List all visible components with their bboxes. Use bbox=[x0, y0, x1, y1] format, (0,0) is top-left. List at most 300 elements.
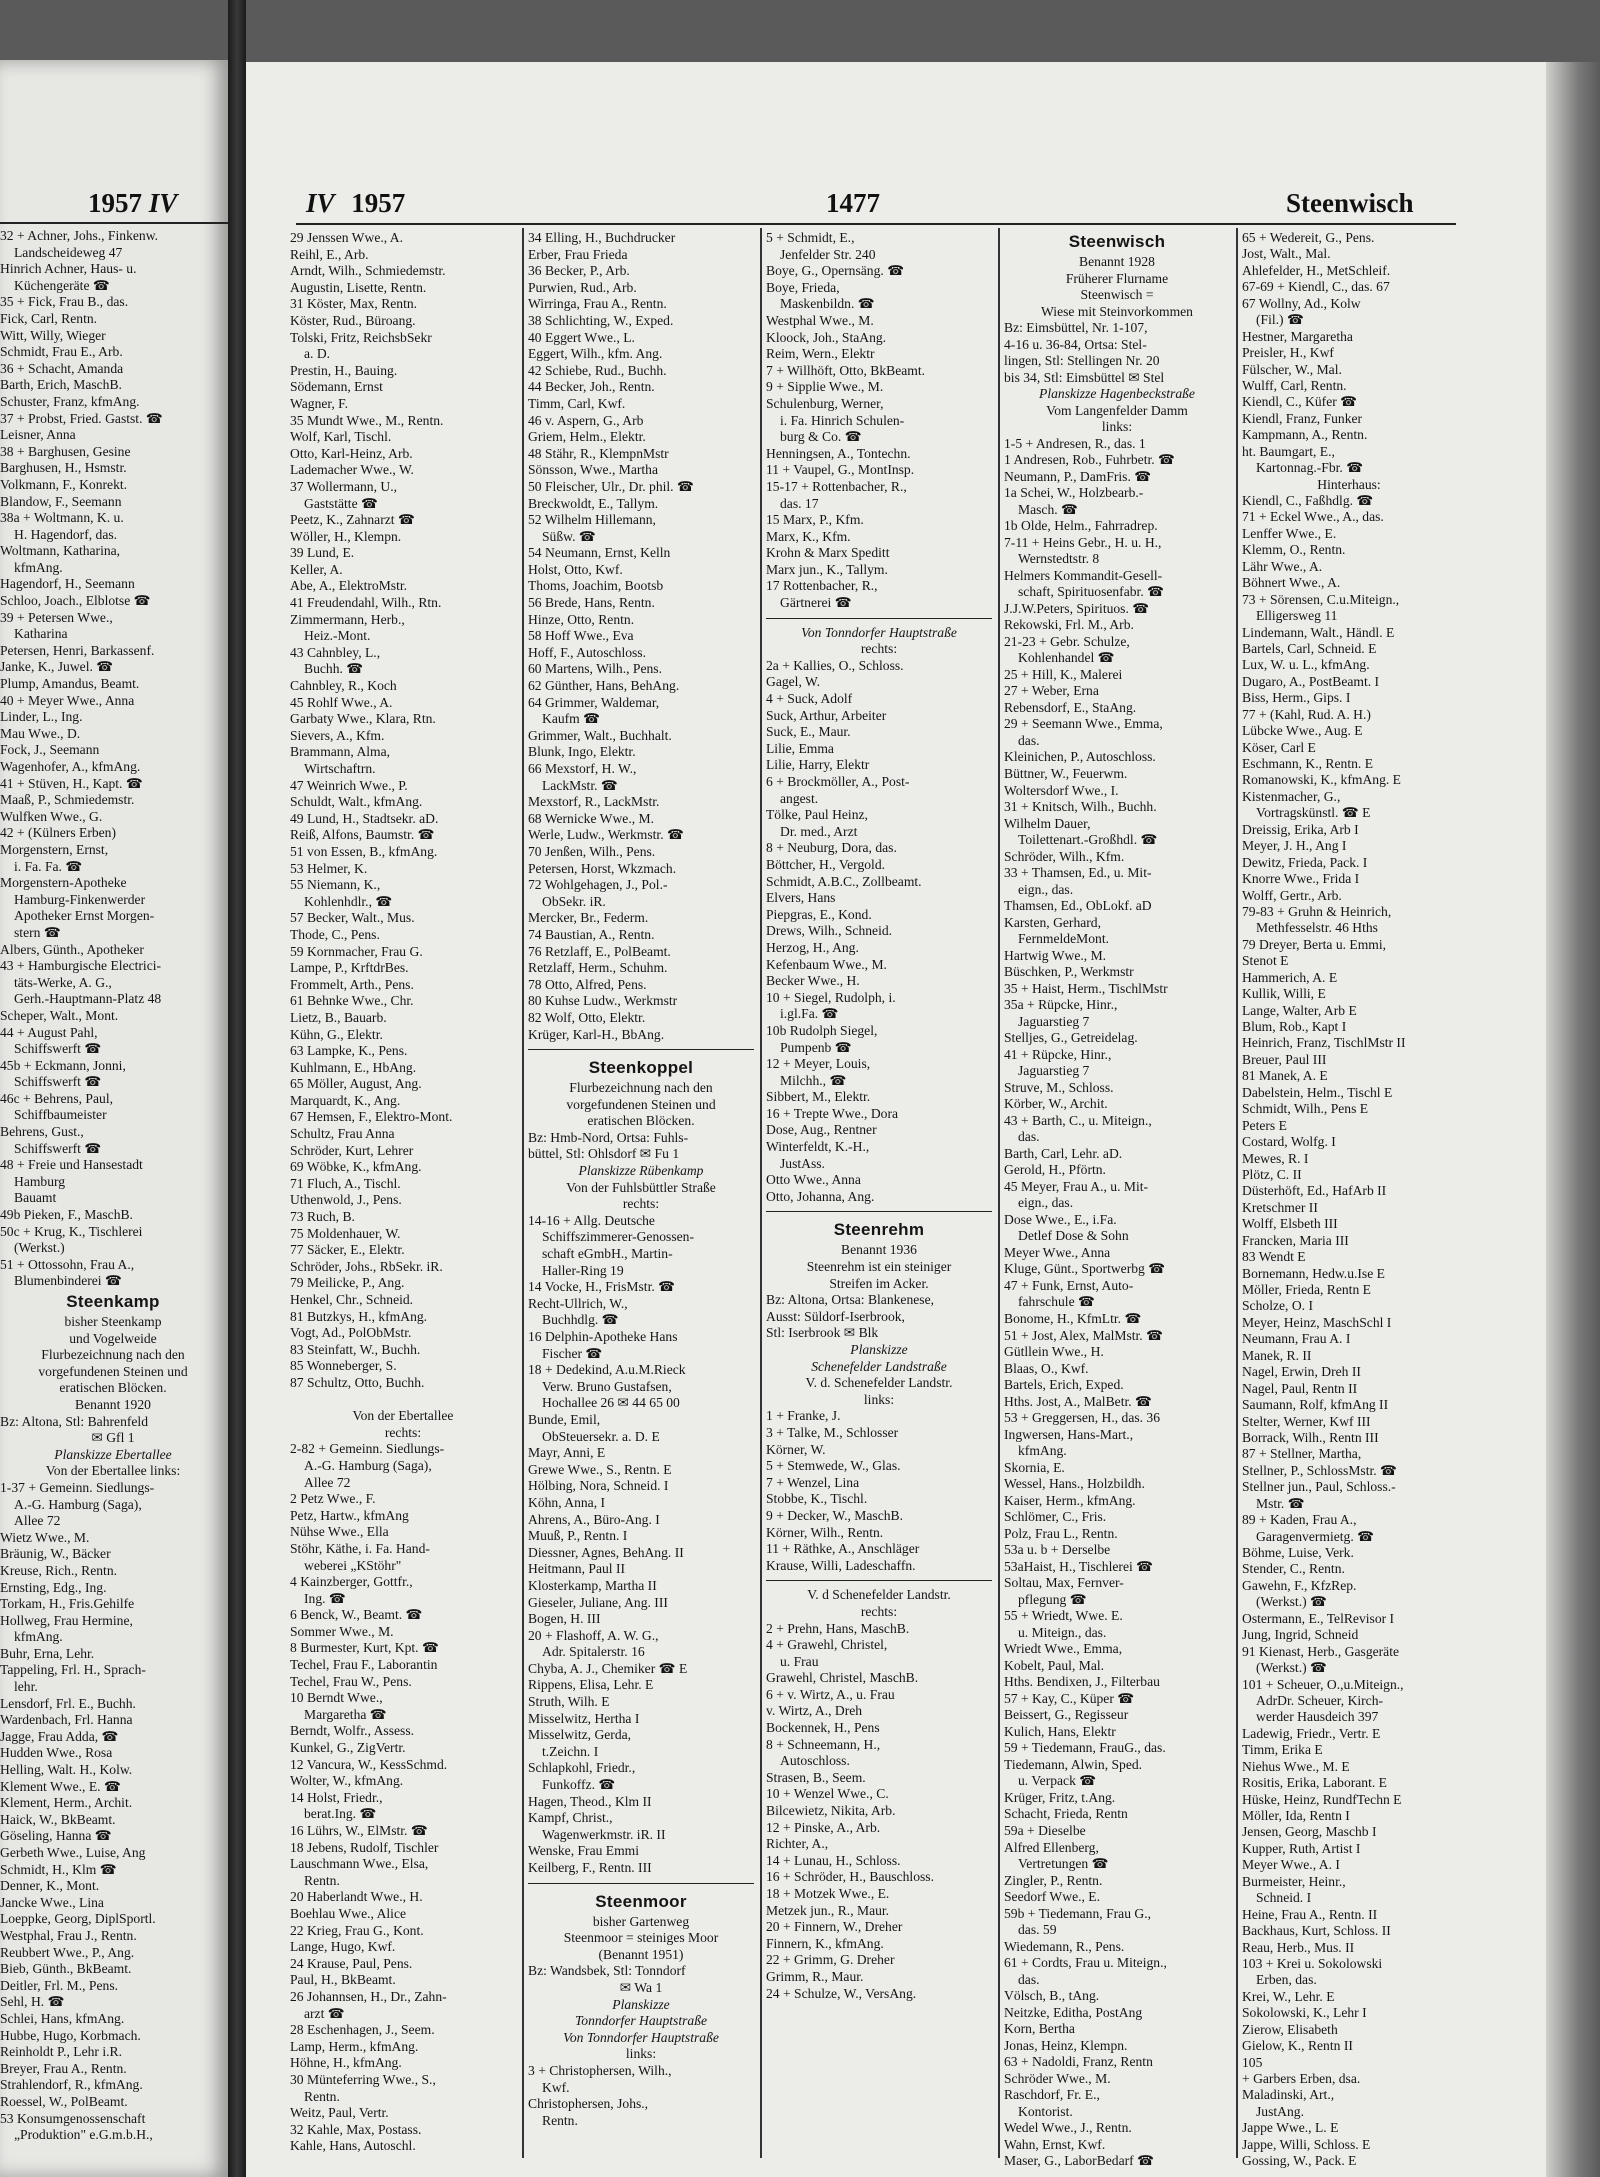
directory-entry: Meyer, J. H., Ang I bbox=[1242, 838, 1347, 854]
directory-entry: Niehus Wwe., M. E bbox=[1242, 1758, 1350, 1774]
directory-entry: Tiedemann, Alwin, Sped. bbox=[1004, 1756, 1143, 1772]
directory-entry: 56 Brede, Hans, Rentn. bbox=[528, 595, 655, 611]
directory-entry: Breckwoldt, E., Tallym. bbox=[528, 495, 659, 511]
directory-entry: Von Tonndorfer Hauptstraße bbox=[801, 624, 957, 640]
directory-entry: 49b Pieken, F., MaschB. bbox=[0, 1207, 133, 1223]
directory-entry: 14 + Lunau, H., Schloss. bbox=[766, 1852, 901, 1868]
section-rule bbox=[766, 1580, 992, 1587]
directory-entry: JustAng. bbox=[1256, 2103, 1304, 2119]
directory-entry: Grawehl, Christel, MaschB. bbox=[766, 1670, 919, 1686]
directory-entry: Hinrich Achner, Haus- u. bbox=[0, 261, 137, 277]
directory-entry: Jagge, Frau Adda, ☎ bbox=[0, 1728, 119, 1744]
directory-entry: Leisner, Anna bbox=[0, 427, 76, 443]
directory-entry: Wolf, Karl, Tischl. bbox=[290, 429, 392, 445]
directory-entry: + Garbers Erben, dsa. bbox=[1242, 2071, 1361, 2086]
directory-entry: 48 + Freie und Hansestadt bbox=[0, 1157, 143, 1173]
directory-entry: Kulich, Hans, Elektr bbox=[1004, 1723, 1116, 1739]
directory-entry: Schuldt, Walt., kfmAng. bbox=[290, 794, 423, 810]
directory-entry: Schultz, Frau Anna bbox=[290, 1126, 395, 1142]
directory-entry: 5 + Schmidt, E., bbox=[766, 230, 855, 245]
directory-entry: Bunde, Emil, bbox=[528, 1411, 601, 1427]
directory-entry: Kampf, Christ., bbox=[528, 1810, 613, 1826]
directory-entry: Rositis, Erika, Laborant. E bbox=[1242, 1775, 1387, 1791]
directory-entry: 43 + Hamburgische Electrici- bbox=[0, 958, 162, 974]
directory-entry: bisher Steenkamp bbox=[64, 1314, 162, 1329]
directory-entry: das. 17 bbox=[780, 495, 819, 511]
directory-entry: Fick, Carl, Rentn. bbox=[0, 310, 98, 326]
directory-entry: eratischen Blöcken. bbox=[587, 1113, 695, 1129]
directory-entry: 87 + Stellner, Martha, bbox=[1242, 1446, 1362, 1462]
directory-entry: das. 59 bbox=[1018, 1922, 1057, 1938]
directory-entry: Buchhdlg. ☎ bbox=[542, 1312, 619, 1328]
directory-entry: Meyer, Heinz, MaschSchl I bbox=[1242, 1314, 1392, 1330]
directory-entry: Lähr Wwe., A. bbox=[1242, 558, 1323, 574]
directory-entry: Bartels, Carl, Schneid. E bbox=[1242, 640, 1377, 656]
directory-entry: Zingler, P., Rentn. bbox=[1004, 1872, 1103, 1888]
directory-entry: 25 + Hill, K., Malerei bbox=[1004, 666, 1123, 682]
directory-entry: Reihl, E., Arb. bbox=[290, 246, 369, 262]
directory-entry: 79-83 + Gruhn & Heinrich, bbox=[1242, 903, 1392, 919]
directory-entry: Blumenbinderei ☎ bbox=[14, 1273, 122, 1289]
directory-entry: Küchengeräte ☎ bbox=[14, 277, 110, 293]
directory-entry: Volkmann, F., Konrekt. bbox=[0, 476, 128, 492]
directory-entry: J.J.W.Peters, Spirituos. ☎ bbox=[1004, 600, 1150, 616]
directory-entry: Buchh. ☎ bbox=[304, 661, 364, 677]
directory-entry: (Werkst.) ☎ bbox=[1256, 1660, 1327, 1676]
directory-entry: Krei, W., Lehr. E bbox=[1242, 1988, 1335, 2004]
directory-entry: 9 + Decker, W., MaschB. bbox=[766, 1507, 903, 1523]
directory-entry: 72 Wohlgehagen, J., Pol.- bbox=[528, 877, 668, 893]
directory-entry: Klement, Herm., Archit. bbox=[0, 1795, 133, 1811]
directory-entry: Von der Ebertallee links: bbox=[45, 1463, 181, 1479]
directory-entry: Benannt 1936 bbox=[841, 1242, 917, 1258]
directory-entry: 57 Becker, Walt., Mus. bbox=[290, 910, 415, 926]
directory-column-3 bbox=[766, 230, 992, 2170]
directory-entry: Schloo, Joach., Elblotse ☎ bbox=[0, 593, 151, 609]
directory-entry: Drews, Wilh., Schneid. bbox=[766, 923, 893, 939]
directory-entry: 35 Mundt Wwe., M., Rentn. bbox=[290, 412, 444, 428]
directory-entry: 87 Schultz, Otto, Buchh. bbox=[290, 1374, 425, 1390]
directory-entry: 1b Olde, Helm., Fahrradrep. bbox=[1004, 518, 1158, 534]
directory-entry: Lietz, B., Bauarb. bbox=[290, 1009, 387, 1025]
directory-entry: Zimmermann, Herb., bbox=[290, 611, 405, 627]
directory-entry: Morgenstern-Apotheke bbox=[0, 875, 127, 891]
directory-entry: Kampmann, A., Rentn. bbox=[1242, 427, 1368, 443]
directory-entry: Lange, Hugo, Kwf. bbox=[290, 1939, 396, 1955]
directory-entry: 59b + Tiedemann, Frau G., bbox=[1004, 1905, 1152, 1921]
directory-entry: Krüger, Fritz, t.Ang. bbox=[1004, 1789, 1116, 1805]
directory-entry: 67 Hemsen, F., Elektro-Mont. bbox=[290, 1109, 453, 1125]
directory-entry: Heinrich, Franz, TischlMstr II bbox=[1242, 1035, 1406, 1051]
directory-entry: Jancke Wwe., Lina bbox=[0, 1894, 104, 1910]
directory-entry: Tappeling, Frl. H., Sprach- bbox=[0, 1662, 146, 1678]
directory-entry: 76 Retzlaff, E., PolBeamt. bbox=[528, 943, 671, 959]
directory-entry: ✉ Wa 1 bbox=[619, 1979, 663, 1995]
directory-entry: Bräunig, W., Bäcker bbox=[0, 1546, 111, 1562]
directory-entry: Meyer Wwe., Anna bbox=[1004, 1244, 1111, 1260]
directory-column-2 bbox=[528, 230, 754, 2170]
directory-entry: Planskizze Ebertallee bbox=[54, 1446, 172, 1462]
directory-entry: 55 + Wriedt, Wwe. E. bbox=[1004, 1608, 1123, 1624]
directory-entry: Hubbe, Hugo, Korbmach. bbox=[0, 2027, 141, 2043]
directory-entry: 105 bbox=[1242, 2054, 1263, 2070]
directory-entry: Wietz Wwe., M. bbox=[0, 1529, 90, 1545]
directory-entry: eratischen Blöcken. bbox=[59, 1380, 167, 1396]
directory-entry: Lange, Walter, Arb E bbox=[1242, 1002, 1357, 1018]
directory-entry: 36 + Schacht, Amanda bbox=[0, 360, 124, 376]
directory-entry: Denner, K., Mont. bbox=[0, 1878, 100, 1894]
directory-entry: Wiese mit Steinvorkommen bbox=[1041, 303, 1193, 319]
directory-entry: pflegung ☎ bbox=[1018, 1591, 1087, 1607]
directory-entry: Blunk, Ingo, Elektr. bbox=[528, 744, 636, 760]
directory-entry: Hamburg-Finkenwerder bbox=[14, 891, 146, 907]
street-running-head: Steenwisch bbox=[1286, 188, 1414, 218]
directory-entry: Buhr, Erna, Lehr. bbox=[0, 1645, 95, 1661]
directory-entry: Jonas, Heinz, Klempn. bbox=[1004, 2037, 1128, 2053]
directory-entry: Boehlau Wwe., Alice bbox=[290, 1905, 407, 1921]
directory-entry: Jost, Walt., Mal. bbox=[1242, 246, 1331, 262]
directory-entry: Woltersdorf Wwe., I. bbox=[1004, 782, 1119, 798]
directory-entry: Schmidt, Wilh., Pens E bbox=[1242, 1101, 1369, 1117]
directory-entry: Paul, H., BkBeamt. bbox=[290, 1972, 396, 1988]
directory-entry: Kaufm ☎ bbox=[542, 711, 601, 727]
directory-entry: weberei „KStöhr" bbox=[304, 1557, 402, 1573]
directory-entry: Pumpenb ☎ bbox=[780, 1039, 852, 1055]
directory-entry: Polz, Frau L., Rentn. bbox=[1004, 1525, 1118, 1541]
directory-entry: Westphal, Frau J., Rentn. bbox=[0, 1927, 137, 1943]
right-header-year: 1957 bbox=[351, 188, 406, 218]
directory-entry: 39 Lund, E. bbox=[290, 545, 355, 561]
directory-entry: täts-Werke, A. G., bbox=[14, 974, 112, 990]
directory-entry: 65 + Wedereit, G., Pens. bbox=[1242, 230, 1375, 245]
directory-entry: Tolski, Fritz, ReichsbSekr bbox=[290, 329, 432, 345]
directory-entry: 53 Konsumgenossenschaft bbox=[0, 2110, 146, 2126]
directory-entry: Reau, Herb., Mus. II bbox=[1242, 1939, 1355, 1955]
directory-entry: Fülscher, W., Mal. bbox=[1242, 361, 1342, 377]
directory-entry: Albers, Günth., Apotheker bbox=[0, 941, 144, 957]
directory-entry: (Fil.) ☎ bbox=[1256, 312, 1304, 328]
directory-entry: und Vogelweide bbox=[69, 1330, 157, 1346]
directory-entry: Kiendl, C., Küfer ☎ bbox=[1242, 394, 1358, 410]
directory-entry: Thamsen, Ed., ObLokf. aD bbox=[1004, 898, 1152, 914]
directory-entry: Augustin, Lisette, Rentn. bbox=[290, 279, 427, 295]
directory-entry: 1-37 + Gemeinn. Siedlungs- bbox=[0, 1479, 155, 1495]
directory-entry: 81 Butzkys, H., kfmAng. bbox=[290, 1308, 428, 1324]
right-page bbox=[246, 62, 1546, 2177]
directory-entry: 33 + Thamsen, Ed., u. Mit- bbox=[1004, 865, 1152, 881]
directory-entry: werder Hausdeich 397 bbox=[1256, 1709, 1379, 1725]
directory-entry: Wagenwerkmstr. iR. II bbox=[542, 1826, 666, 1842]
directory-entry: Gerbeth Wwe., Luise, Ang bbox=[0, 1845, 146, 1860]
directory-entry: Neumann, P., DamFris. ☎ bbox=[1004, 468, 1152, 484]
directory-entry: Wardenbach, Frl. Hanna bbox=[0, 1712, 133, 1728]
directory-entry: Kluge, Günt., Sportwerbg ☎ bbox=[1004, 1261, 1166, 1277]
directory-entry: Klemm, O., Rentn. bbox=[1242, 542, 1346, 558]
directory-entry: Ernsting, Edg., Ing. bbox=[0, 1579, 107, 1595]
directory-entry: Hestner, Margaretha bbox=[1242, 328, 1353, 344]
directory-entry: Böttcher, H., Vergold. bbox=[766, 856, 886, 872]
directory-entry: Krause, Willi, Ladeschaffn. bbox=[766, 1557, 916, 1573]
directory-entry: Gärtnerei ☎ bbox=[780, 595, 852, 611]
directory-entry: 34 Elling, H., Buchdrucker bbox=[528, 230, 676, 245]
directory-entry: Griem, Helm., Elektr. bbox=[528, 429, 646, 445]
directory-entry: 15-17 + Rottenbacher, R., bbox=[766, 478, 907, 494]
directory-entry: Metzek jun., R., Maur. bbox=[766, 1902, 890, 1918]
directory-entry: Kaiser, Herm., kfmAng. bbox=[1004, 1492, 1136, 1508]
right-header-rule bbox=[296, 223, 1456, 225]
directory-entry: 15 Marx, P., Kfm. bbox=[766, 512, 864, 528]
directory-entry: angest. bbox=[780, 790, 819, 806]
directory-entry: 47 + Funk, Ernst, Auto- bbox=[1004, 1277, 1134, 1293]
directory-entry: 5 + Stemwede, W., Glas. bbox=[766, 1458, 901, 1474]
directory-entry: 60 Martens, Wilh., Pens. bbox=[528, 661, 662, 677]
directory-entry: 52 Wilhelm Hillemann, bbox=[528, 512, 656, 528]
directory-entry: Seedorf Wwe., E. bbox=[1004, 1889, 1101, 1905]
directory-entry: Masch. ☎ bbox=[1018, 501, 1078, 517]
directory-entry: Krohn & Marx Speditt bbox=[766, 545, 890, 561]
directory-entry: Stellner jun., Paul, Schloss.- bbox=[1242, 1479, 1396, 1495]
directory-entry: Maskenbildn. ☎ bbox=[780, 296, 875, 312]
directory-entry: Wirringa, Frau A., Rentn. bbox=[528, 296, 667, 312]
directory-entry: Bonome, H., KfmLtr. ☎ bbox=[1004, 1311, 1142, 1326]
directory-entry: Peters E bbox=[1242, 1117, 1287, 1133]
directory-entry: vorgefundenen Steinen und bbox=[566, 1096, 716, 1112]
directory-entry: 45 Meyer, Frau A., u. Mit- bbox=[1004, 1178, 1149, 1194]
directory-entry: Jappe, Willi, Schloss. E bbox=[1242, 2136, 1371, 2152]
directory-entry: 66 Mexstorf, H. W., bbox=[528, 761, 637, 776]
directory-entry: 83 Wendt E bbox=[1242, 1249, 1306, 1265]
directory-entry: Stl: Iserbrook ✉ Blk bbox=[766, 1325, 879, 1341]
directory-entry: 53a u. b + Derselbe bbox=[1004, 1542, 1111, 1558]
directory-entry: Heine, Frau A., Rentn. II bbox=[1242, 1906, 1378, 1922]
directory-entry: 4 + Suck, Adolf bbox=[766, 691, 853, 707]
directory-entry: Preisler, H., Kwf bbox=[1242, 345, 1334, 361]
directory-entry: 1 Andresen, Rob., Fuhrbetr. ☎ bbox=[1004, 452, 1175, 468]
directory-entry: 16 Delphin-Apotheke Hans bbox=[528, 1329, 678, 1344]
street-heading: Steenkoppel bbox=[588, 1058, 694, 1078]
directory-entry: 91 Kienast, Herb., Gasgeräte bbox=[1242, 1643, 1400, 1659]
directory-entry: Kwf. bbox=[542, 2079, 570, 2095]
directory-entry: Dose Wwe., E., i.Fa. bbox=[1004, 1211, 1117, 1227]
directory-entry: Wolff, Gertr., Arb. bbox=[1242, 887, 1342, 903]
directory-entry: Hochallee 26 ✉ 44 65 00 bbox=[542, 1395, 680, 1411]
directory-entry: Thoms, Joachim, Bootsb bbox=[528, 578, 664, 594]
directory-entry: 85 Wonneberger, S. bbox=[290, 1358, 397, 1374]
directory-entry: Keilberg, F., Rentn. III bbox=[528, 1860, 652, 1875]
directory-entry: Techel, Frau F., Laborantin bbox=[290, 1657, 438, 1673]
directory-entry: 69 Wöbke, K., kfmAng. bbox=[290, 1159, 422, 1175]
directory-entry: 16 + Schröder, H., Bauschloss. bbox=[766, 1869, 934, 1885]
directory-entry: Gerold, H., Pförtn. bbox=[1004, 1162, 1106, 1178]
directory-entry: kfmAng. bbox=[14, 559, 63, 575]
directory-entry: Berndt, Wolfr., Assess. bbox=[290, 1723, 415, 1739]
directory-entry: Steenmoor = steiniges Moor bbox=[563, 1930, 719, 1946]
directory-entry: 29 Jenssen Wwe., A. bbox=[290, 230, 404, 245]
directory-entry: A.-G. Hamburg (Saga), bbox=[14, 1496, 142, 1512]
directory-entry: lingen, Stl: Stellingen Nr. 20 bbox=[1004, 353, 1160, 369]
directory-entry: Heiz.-Mont. bbox=[304, 628, 371, 644]
directory-entry: Rebensdorf, E., StaAng. bbox=[1004, 699, 1137, 715]
directory-entry: fahrschule ☎ bbox=[1018, 1294, 1095, 1310]
directory-entry: Bz: Hmb-Nord, Ortsa: Fuhls- bbox=[528, 1129, 689, 1145]
directory-entry: Zierow, Elisabeth bbox=[1242, 2021, 1338, 2037]
directory-entry: A.-G. Hamburg (Saga), bbox=[304, 1457, 432, 1473]
directory-entry: Lenffer Wwe., E. bbox=[1242, 525, 1337, 541]
directory-entry: 51 + Jost, Alex, MalMstr. ☎ bbox=[1004, 1327, 1164, 1343]
directory-entry: Kahle, Hans, Autoschl. bbox=[290, 2138, 416, 2154]
directory-entry: Abe, A., ElektroMstr. bbox=[290, 578, 408, 594]
directory-entry: Methfesselstr. 46 Hths bbox=[1256, 920, 1378, 936]
directory-entry: Mexstorf, R., LackMstr. bbox=[528, 794, 660, 810]
directory-entry: 22 + Grimm, G. Dreher bbox=[766, 1952, 895, 1968]
directory-column-4 bbox=[1004, 230, 1230, 2170]
directory-entry: 8 Burmester, Kurt, Kpt. ☎ bbox=[290, 1640, 439, 1656]
directory-entry: Schlömer, C., Fris. bbox=[1004, 1509, 1107, 1525]
directory-entry: Streifen im Acker. bbox=[829, 1275, 929, 1291]
directory-entry: Fischer ☎ bbox=[542, 1345, 603, 1361]
directory-entry: Dewitz, Frieda, Pack. I bbox=[1242, 854, 1368, 870]
directory-entry: Diessner, Agnes, BehAng. II bbox=[528, 1544, 684, 1560]
directory-entry: Hudden Wwe., Rosa bbox=[0, 1745, 113, 1761]
directory-entry: Lux, W. u. L., kfmAng. bbox=[1242, 657, 1370, 673]
directory-entry: Planskizze bbox=[612, 1996, 670, 2012]
directory-entry: 50 Fleischer, Ulr., Dr. phil. ☎ bbox=[528, 478, 694, 494]
directory-entry: Steenrehm ist ein steiniger bbox=[806, 1259, 952, 1275]
directory-entry: Muuß, P., Rentn. I bbox=[528, 1528, 628, 1544]
directory-entry: Allee 72 bbox=[304, 1474, 351, 1490]
directory-entry: Höhne, H., kfmAng. bbox=[290, 2055, 402, 2071]
directory-entry: Lilie, Emma bbox=[766, 740, 834, 756]
directory-entry: 59 + Tiedemann, FrauG., das. bbox=[1004, 1740, 1166, 1756]
directory-entry: Blaas, O., Kwf. bbox=[1004, 1360, 1089, 1376]
directory-entry: Helmers Kommandit-Gesell- bbox=[1004, 567, 1163, 583]
directory-entry: 1-5 + Andresen, R., das. 1 bbox=[1004, 435, 1146, 451]
directory-entry: eign., das. bbox=[1018, 881, 1074, 897]
directory-entry: Morgenstern, Ernst, bbox=[0, 841, 109, 857]
directory-entry: Roessel, W., PolBeamt. bbox=[0, 2093, 128, 2109]
directory-entry: Westphal Wwe., M. bbox=[766, 312, 874, 328]
directory-entry: 75 Moldenhauer, W. bbox=[290, 1225, 401, 1241]
directory-entry: 11 + Vaupel, G., MontInsp. bbox=[766, 462, 915, 478]
directory-entry: eign., das. bbox=[1018, 1195, 1074, 1211]
directory-entry: Gieseler, Juliane, Ang. III bbox=[528, 1594, 668, 1610]
directory-entry: Von Tonndorfer Hauptstraße bbox=[563, 2029, 719, 2045]
directory-entry: Werle, Ludw., Werkmstr. ☎ bbox=[528, 827, 684, 843]
directory-entry: Costard, Wolfg. I bbox=[1242, 1134, 1336, 1150]
directory-entry: Chyba, A. J., Chemiker ☎ E bbox=[528, 1660, 688, 1676]
directory-entry: 2 + Prehn, Hans, MaschB. bbox=[766, 1620, 910, 1636]
left-running-head bbox=[88, 188, 177, 219]
directory-entry: 61 + Cordts, Frau u. Miteign., bbox=[1004, 1955, 1167, 1971]
directory-entry: 2a + Kallies, O., Schloss. bbox=[766, 657, 904, 673]
directory-entry: Böhnert Wwe., A. bbox=[1242, 575, 1341, 591]
directory-entry: kfmAng. bbox=[1018, 1443, 1067, 1459]
directory-entry: Hinterhaus: bbox=[1317, 476, 1381, 492]
directory-entry: 47 Weinrich Wwe., P. bbox=[290, 777, 408, 793]
directory-entry: 53 + Greggersen, H., das. 36 bbox=[1004, 1410, 1161, 1426]
directory-entry: 82 Wolf, Otto, Elektr. bbox=[528, 1009, 646, 1025]
directory-entry: Ausst: Süldorf-Iserbrook, bbox=[766, 1308, 905, 1324]
directory-entry: Jensen, Georg, Maschb I bbox=[1242, 1824, 1377, 1840]
directory-entry: 35a + Rüpcke, Hinr., bbox=[1004, 997, 1118, 1013]
directory-entry: 70 Jenßen, Wilh., Pens. bbox=[528, 843, 656, 859]
directory-entry: Kunkel, G., ZigVertr. bbox=[290, 1740, 406, 1756]
directory-entry: Deitler, Frl. M., Pens. bbox=[0, 1977, 119, 1993]
directory-entry: 20 + Flashoff, A. W. G., bbox=[528, 1627, 659, 1643]
directory-entry: Misselwitz, Gerda, bbox=[528, 1727, 632, 1743]
directory-entry: Milchh., ☎ bbox=[780, 1072, 847, 1088]
directory-entry: Schacht, Frieda, Rentn bbox=[1004, 1806, 1128, 1822]
directory-entry: das. bbox=[1018, 1129, 1040, 1145]
directory-entry: Petersen, Henri, Barkassenf. bbox=[0, 642, 155, 658]
left-page-column bbox=[0, 228, 226, 2168]
directory-entry: 79 Meilicke, P., Ang. bbox=[290, 1275, 405, 1291]
directory-entry: Blum, Rob., Kapt I bbox=[1242, 1019, 1347, 1034]
directory-entry: Bilcewietz, Nikita, Arb. bbox=[766, 1803, 896, 1819]
directory-entry: Ahrens, A., Büro-Ang. I bbox=[528, 1511, 660, 1527]
directory-entry: 67 Wollny, Ad., Kolw bbox=[1242, 295, 1361, 311]
directory-entry: V. d. Schenefelder Landstr. bbox=[805, 1375, 953, 1391]
directory-entry: links: bbox=[625, 2046, 657, 2062]
directory-entry: Arndt, Wilh., Schmiedemstr. bbox=[290, 263, 446, 279]
directory-entry: Schmidt, Frau E., Arb. bbox=[0, 344, 123, 360]
directory-entry: Reinholdt P., Lehr i.R. bbox=[0, 2044, 122, 2060]
directory-entry: 45 Rohlf Wwe., A. bbox=[290, 694, 393, 710]
directory-entry: Jaguarstieg 7 bbox=[1018, 1063, 1090, 1079]
directory-entry: Kupper, Ruth, Artist I bbox=[1242, 1840, 1361, 1856]
page-number: 1477 bbox=[826, 188, 880, 218]
directory-entry: Kleinichen, P., Autoschloss. bbox=[1004, 749, 1156, 765]
directory-entry: Vogt, Ad., PolObMstr. bbox=[290, 1325, 412, 1341]
directory-entry: Von der Ebertallee bbox=[352, 1408, 454, 1424]
directory-entry: Wöller, H., Klempn. bbox=[290, 528, 402, 544]
directory-entry: rechts: bbox=[384, 1424, 422, 1440]
directory-entry: 80 Kuhse Ludw., Werkmstr bbox=[528, 993, 678, 1009]
directory-entry: Scholze, O. I bbox=[1242, 1298, 1313, 1314]
directory-entry: Göseling, Hanna ☎ bbox=[0, 1828, 112, 1844]
directory-entry: Suck, Arthur, Arbeiter bbox=[766, 707, 887, 723]
directory-entry: Dugaro, A., PostBeamt. I bbox=[1242, 673, 1380, 689]
directory-entry: 10 + Wenzel Wwe., C. bbox=[766, 1786, 889, 1802]
directory-entry: Garagenvermietg. ☎ bbox=[1256, 1528, 1375, 1544]
directory-entry: Flurbezeichnung nach den bbox=[41, 1347, 185, 1363]
directory-entry: 45b + Eckmann, Jonni, bbox=[0, 1057, 126, 1073]
directory-entry: 1a Schei, W., Holzbearb.- bbox=[1004, 485, 1144, 501]
directory-entry: Wriedt Wwe., Emma, bbox=[1004, 1641, 1123, 1657]
directory-entry: Tölke, Paul Heinz, bbox=[766, 807, 868, 823]
directory-entry: Bornemann, Hedw.u.Ise E bbox=[1242, 1265, 1385, 1281]
directory-entry: Büttner, W., Feuerwm. bbox=[1004, 765, 1128, 781]
directory-entry: u. Miteign., das. bbox=[1018, 1624, 1107, 1640]
directory-entry: Sievers, A., Kfm. bbox=[290, 727, 385, 743]
directory-entry: Otto Wwe., Anna bbox=[766, 1172, 861, 1188]
directory-entry: Gütllein Wwe., H. bbox=[1004, 1344, 1104, 1360]
directory-entry: (Benannt 1951) bbox=[598, 1946, 684, 1962]
directory-entry: Bauamt bbox=[14, 1190, 57, 1206]
directory-entry: links: bbox=[863, 1391, 895, 1407]
directory-entry: 58 Hoff Wwe., Eva bbox=[528, 628, 634, 644]
directory-entry: Kartonnag.-Fbr. ☎ bbox=[1256, 460, 1364, 476]
directory-entry: Nagel, Paul, Rentn II bbox=[1242, 1380, 1358, 1396]
directory-entry: Strasen, B., Seem. bbox=[766, 1769, 866, 1785]
directory-entry: 6 + Brockmöller, A., Post- bbox=[766, 774, 910, 789]
directory-entry: Kontorist. bbox=[1018, 2103, 1073, 2119]
directory-entry: 4 + Grawehl, Christel, bbox=[766, 1637, 888, 1653]
directory-entry: Herzog, H., Ang. bbox=[766, 939, 859, 955]
directory-entry: 40 Eggert Wwe., L. bbox=[528, 329, 635, 345]
directory-entry: 103 + Krei u. Sokolowski bbox=[1242, 1955, 1383, 1971]
directory-entry: Hamburg bbox=[14, 1173, 66, 1189]
